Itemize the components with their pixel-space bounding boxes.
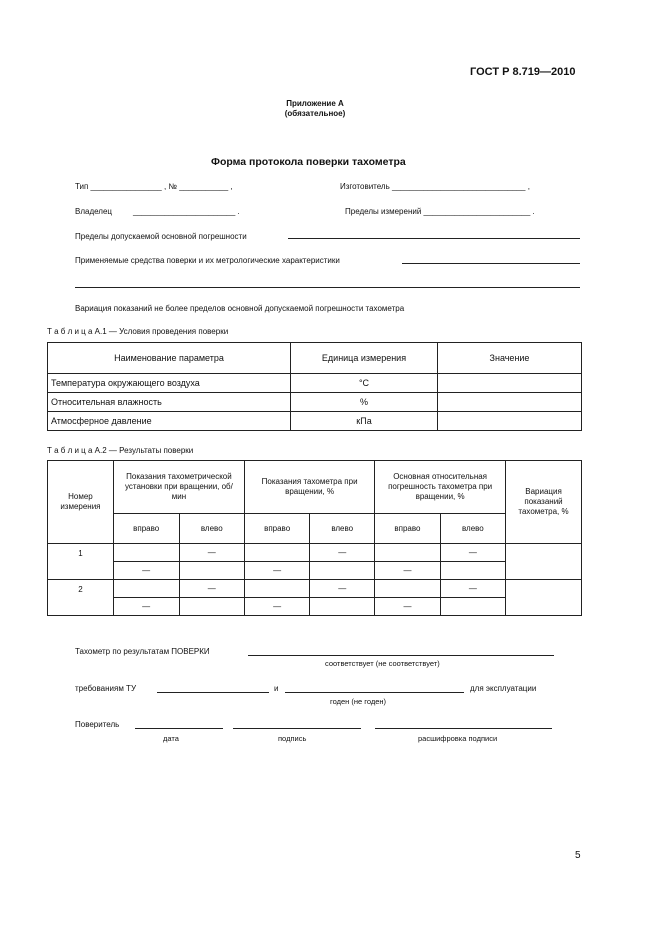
sig-date-caption: дата (163, 734, 179, 743)
t1-header-unit: Единица измерения (291, 343, 438, 374)
t1-unit: кПа (291, 412, 438, 431)
t2-dash: — (179, 544, 245, 562)
range-field: Пределы измерений ________________________ . (345, 207, 535, 216)
t2-dash: — (440, 544, 505, 562)
t2-header-group3: Основная относительная погрешность тахометра при вращении, % (375, 461, 506, 514)
t2-dash: — (245, 562, 310, 580)
results-table (47, 460, 582, 616)
conclusion-line1-line (248, 655, 554, 656)
standard-header: ГОСТ Р 8.719—2010 (470, 66, 576, 78)
t2-dash: — (310, 544, 375, 562)
t2-sub-left: влево (179, 514, 245, 544)
name-line (375, 728, 552, 729)
table-row (48, 562, 582, 580)
t2-dash: — (113, 598, 179, 616)
table1-caption-text: А.1 — Условия проведения поверки (94, 327, 229, 336)
t2-header-group2: Показания тахометра при вращении, % (245, 461, 375, 514)
error-limits-label: Пределы допускаемой основной погрешности (75, 232, 247, 241)
t2-sub-left: влево (440, 514, 505, 544)
t2-dash: — (440, 580, 505, 598)
t2-sub-right: вправо (245, 514, 310, 544)
page-number: 5 (575, 850, 581, 861)
owner-label: Владелец (75, 207, 113, 216)
t1-param: Относительная влажность (48, 393, 291, 412)
manufacturer-field: Изготовитель ______________________________ , (340, 182, 530, 191)
t1-value (438, 374, 582, 393)
conclusion-line2-caption: годен (не годен) (330, 697, 387, 706)
appendix-status: (обязательное) (284, 109, 346, 118)
table-row (48, 580, 582, 598)
t2-dash: — (179, 580, 245, 598)
t2-header-number: Номер измерения (48, 461, 114, 544)
t2-row-number: 1 (48, 544, 114, 580)
t2-dash: — (113, 562, 179, 580)
verifier-label: Поверитель (75, 720, 120, 729)
table-row (48, 412, 582, 431)
table-row (48, 544, 582, 562)
conclusion-line1-label: Тахометр по результатам ПОВЕРКИ (75, 647, 210, 656)
t1-value (438, 412, 582, 431)
table2-caption-text: А.2 — Результаты поверки (94, 446, 194, 455)
tu-line (157, 692, 269, 693)
conclusion-and: и (274, 684, 279, 693)
table-row (48, 374, 582, 393)
error-limits-line (288, 238, 580, 239)
conclusion-line2-label: требованиям ТУ (75, 684, 137, 693)
table2-caption-prefix: Т а б л и ц а (47, 446, 93, 455)
means-line-2 (75, 287, 580, 288)
sig-sign-caption: подпись (278, 734, 307, 743)
form-title: Форма протокола поверки тахометра (211, 156, 406, 168)
t2-sub-right: вправо (375, 514, 440, 544)
conclusion-line2-end: для эксплуатации (470, 684, 537, 693)
means-label: Применяемые средства поверки и их метрологические характеристики (75, 256, 340, 265)
t2-sub-right: вправо (113, 514, 179, 544)
fit-line (285, 692, 464, 693)
table-row (48, 393, 582, 412)
appendix-title: Приложение А (286, 99, 344, 108)
t2-header-variation: Вариация показаний тахометра, % (506, 461, 582, 544)
t1-param: Атмосферное давление (48, 412, 291, 431)
table2-caption (47, 446, 193, 455)
signature-line (233, 728, 361, 729)
sig-name-caption: расшифровка подписи (418, 734, 498, 743)
date-line (135, 728, 223, 729)
t2-sub-left: влево (310, 514, 375, 544)
t1-unit: °С (291, 374, 438, 393)
t2-dash: — (375, 598, 440, 616)
table-row (48, 598, 582, 616)
conditions-table (47, 342, 582, 431)
t1-param: Температура окружающего воздуха (48, 374, 291, 393)
t1-unit: % (291, 393, 438, 412)
t1-header-param: Наименование параметра (48, 343, 291, 374)
table1-caption (47, 327, 228, 336)
t2-row-number: 2 (48, 580, 114, 616)
t2-dash: — (375, 562, 440, 580)
conclusion-line1-caption: соответствует (не соответствует) (325, 659, 440, 668)
t1-value (438, 393, 582, 412)
type-field: Тип ________________ , № ___________ , (75, 182, 233, 191)
owner-line: _______________________ . (133, 207, 240, 216)
t2-header-group1: Показания тахометрической установки при вращении, об/мин (113, 461, 244, 514)
variation-text: Вариация показаний не более пределов основной допускаемой погрешности тахометра (75, 304, 405, 313)
table1-caption-prefix: Т а б л и ц а (47, 327, 93, 336)
t2-dash: — (310, 580, 375, 598)
means-line (402, 263, 580, 264)
t2-dash: — (245, 598, 310, 616)
t1-header-value: Значение (438, 343, 582, 374)
